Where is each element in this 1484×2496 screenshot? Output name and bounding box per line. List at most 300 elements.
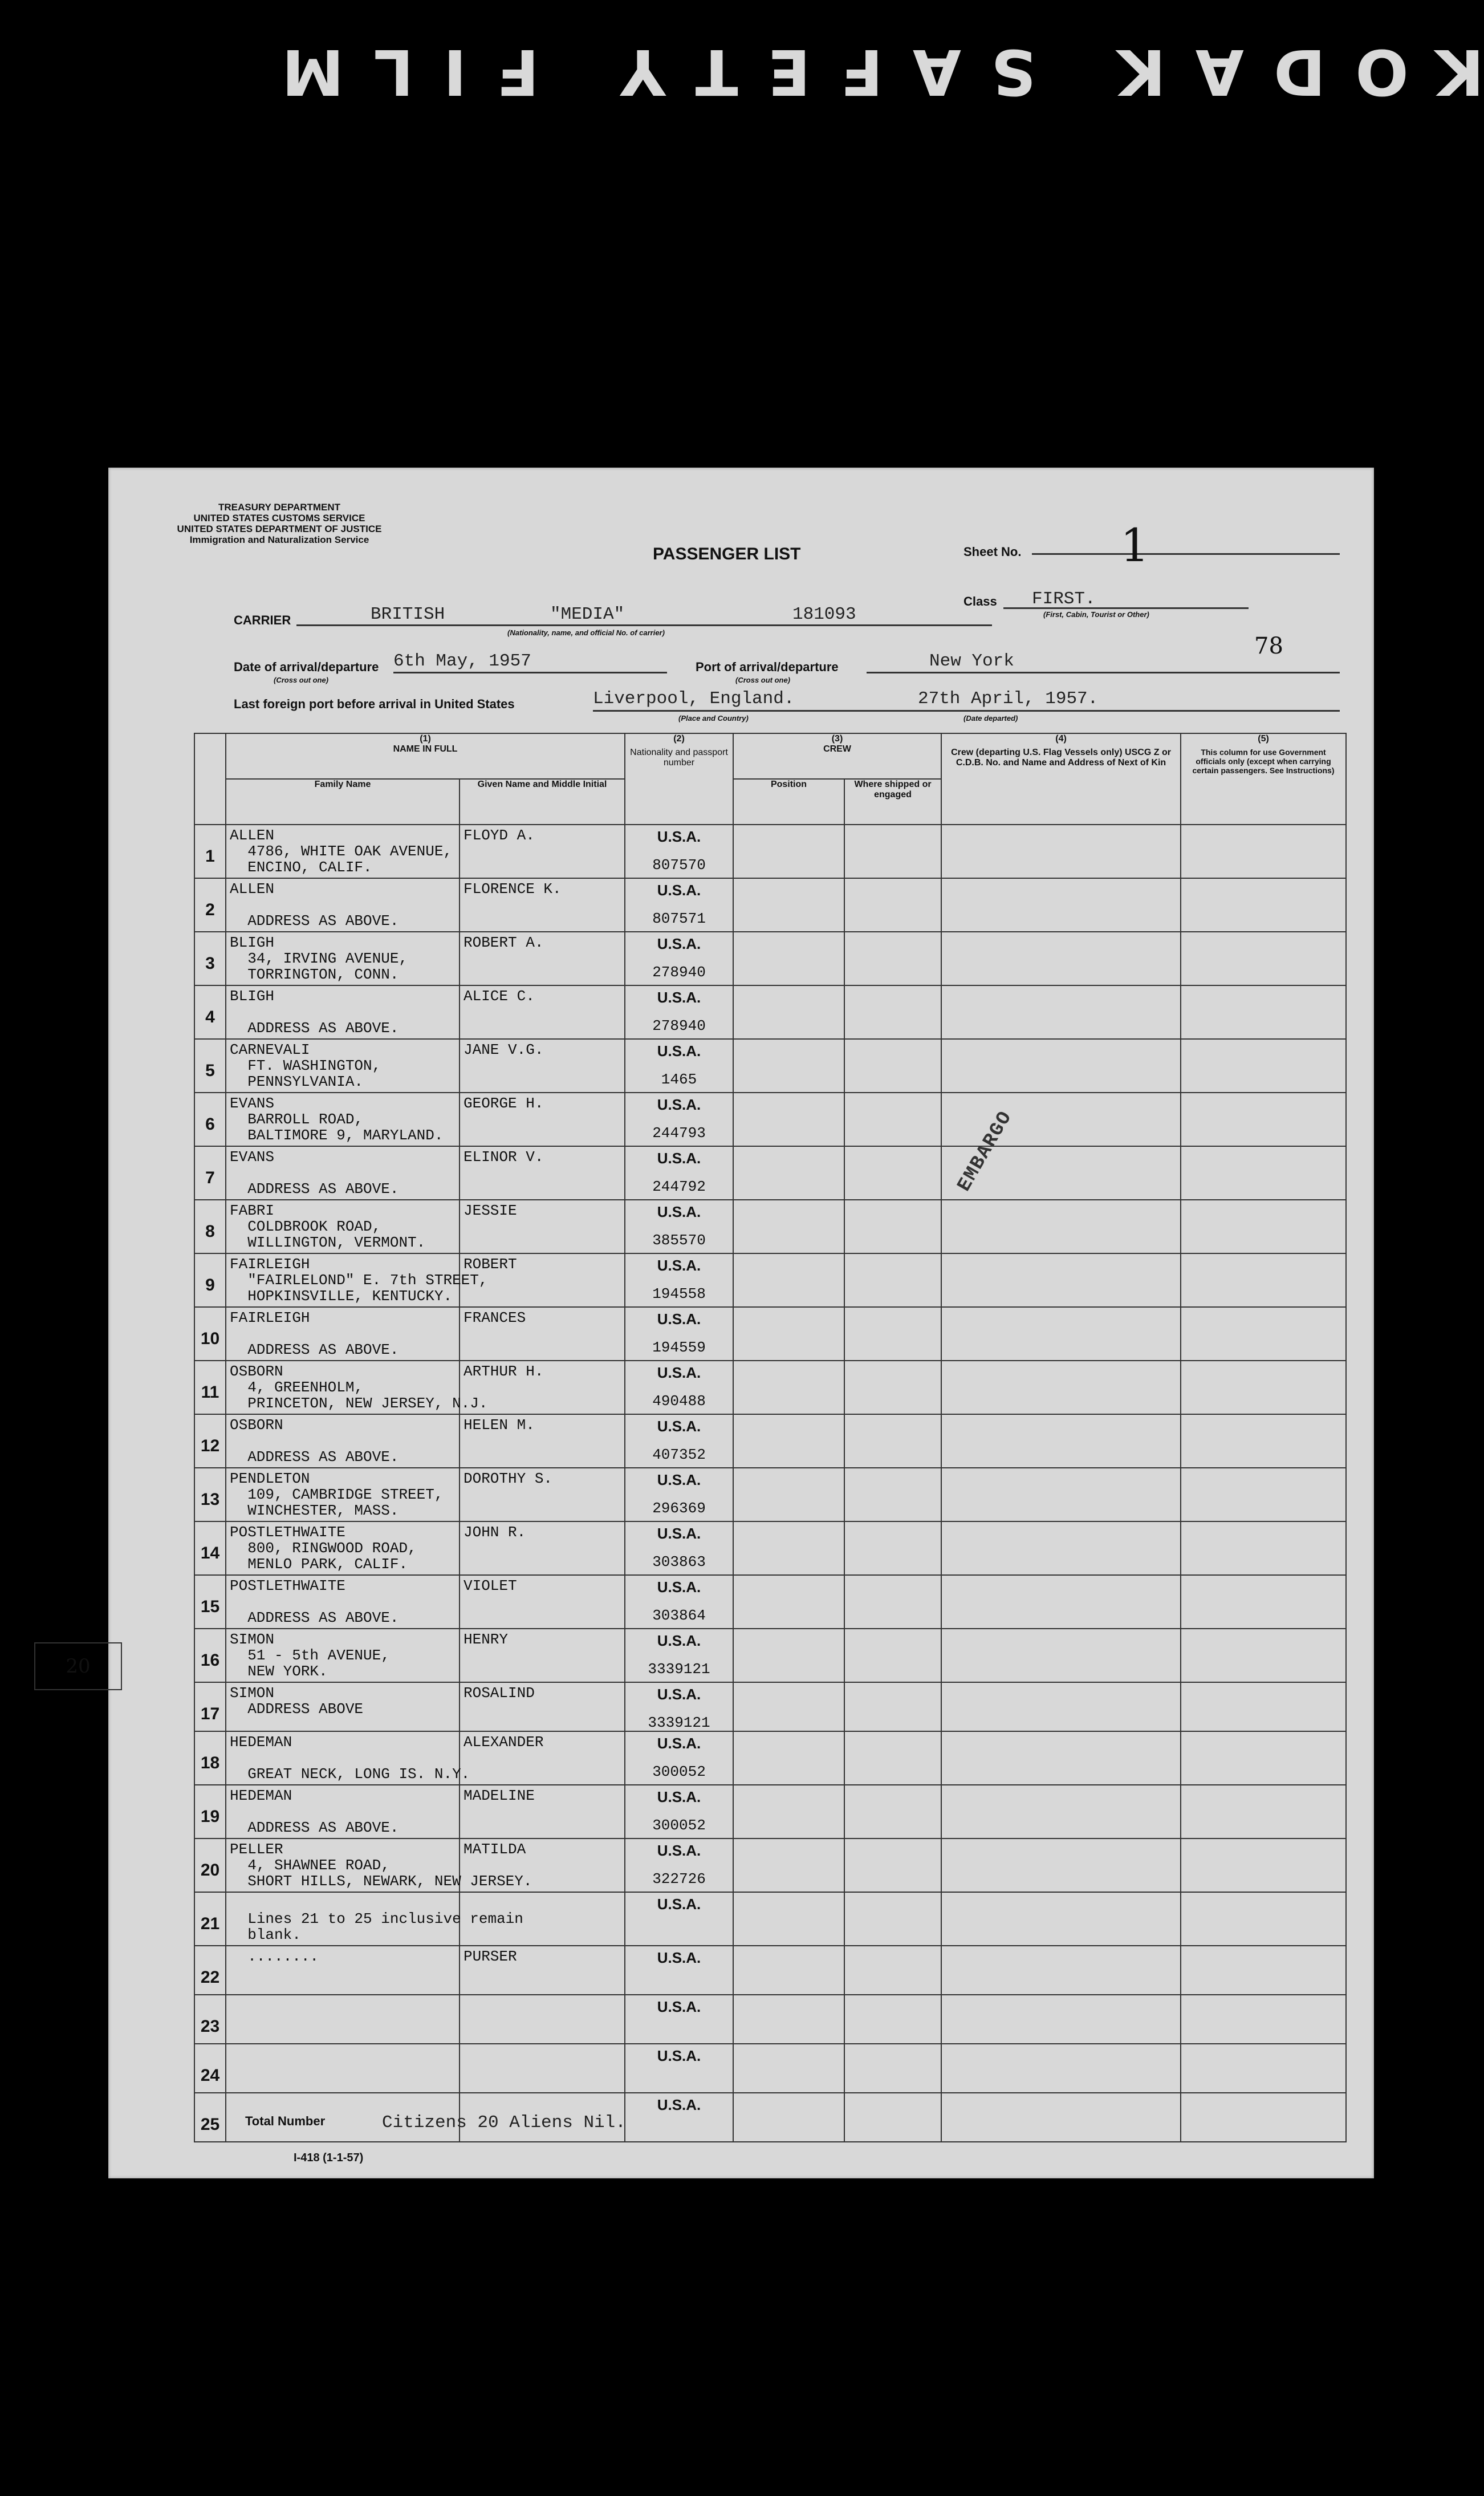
family-name-cell: FAIRLEIGH ADDRESS AS ABOVE. (226, 1307, 460, 1361)
table-row (194, 985, 1346, 1039)
row-number: 11 (194, 1361, 226, 1414)
shipped-cell (844, 1995, 941, 2044)
family-name-cell: FABRI COLDBROOK ROAD, WILLINGTON, VERMONT. (226, 1200, 460, 1253)
table-row (194, 825, 1346, 878)
table-row (194, 1731, 1346, 1785)
passport-number: 1465 (661, 1071, 697, 1088)
shipped-cell (844, 1361, 941, 1414)
next-of-kin-cell (941, 2044, 1181, 2093)
last-port-hint: (Place and Country) (678, 714, 749, 723)
nationality-value: U.S.A. (657, 1788, 701, 1805)
nationality-cell (625, 932, 733, 985)
carrier-name: "MEDIA" (550, 604, 625, 624)
table-row (194, 2093, 1346, 2142)
date-value: 6th May, 1957 (393, 651, 531, 671)
nationality-cell (625, 1892, 733, 1946)
family-name-cell: SIMON 51 - 5th AVENUE, NEW YORK. (226, 1629, 460, 1682)
shipped-cell (844, 825, 941, 878)
family-name-cell: EVANS ADDRESS AS ABOVE. (226, 1146, 460, 1200)
shipped-cell (844, 1838, 941, 1892)
officials-cell (1181, 1093, 1346, 1146)
next-of-kin-cell (941, 1995, 1181, 2044)
shipped-cell (844, 878, 941, 932)
margin-number: 78 (1254, 633, 1283, 659)
table-row (194, 1146, 1346, 1200)
position-cell (733, 1838, 844, 1892)
row-number: 1 (194, 825, 226, 878)
family-name-cell: ALLEN 4786, WHITE OAK AVENUE, ENCINO, CALIF. (226, 825, 460, 878)
agency-block (160, 502, 399, 545)
nationality-value: U.S.A. (657, 1471, 701, 1488)
passenger-list-sheet (108, 468, 1374, 2178)
nationality-cell (625, 1361, 733, 1414)
shipped-cell (844, 1200, 941, 1253)
nationality-value: U.S.A. (657, 1257, 701, 1274)
nationality-cell (625, 1629, 733, 1682)
table-row (194, 1946, 1346, 1995)
nationality-cell (625, 1785, 733, 1838)
officials-cell (1181, 1575, 1346, 1629)
passport-number: 300052 (652, 1817, 706, 1834)
officials-cell (1181, 1468, 1346, 1521)
given-name-cell: DOROTHY S. (460, 1468, 625, 1521)
nationality-value: U.S.A. (657, 828, 701, 845)
date-hint: (Cross out one) (274, 676, 329, 684)
passport-number: 244793 (652, 1125, 706, 1142)
given-name-cell: JANE V.G. (460, 1039, 625, 1093)
shipped-cell (844, 1468, 941, 1521)
crew-header: (3) CREW (733, 733, 941, 779)
shipped-cell (844, 1946, 941, 1995)
date-departed-value: 27th April, 1957. (918, 689, 1099, 709)
nationality-cell (625, 1146, 733, 1200)
officials-cell (1181, 1200, 1346, 1253)
next-of-kin-cell (941, 1253, 1181, 1307)
family-name-cell: SIMON ADDRESS ABOVE (226, 1682, 460, 1731)
carrier-label: CARRIER (234, 613, 291, 627)
passport-number: 807571 (652, 910, 706, 927)
nationality-cell (625, 825, 733, 878)
next-of-kin-cell (941, 1361, 1181, 1414)
table-row (194, 1093, 1346, 1146)
family-name-cell: OSBORN 4, GREENHOLM, PRINCETON, NEW JERSEY, N.J. (226, 1361, 460, 1414)
nationality-value: U.S.A. (657, 2096, 701, 2113)
given-name-cell: VIOLET (460, 1575, 625, 1629)
given-name-cell (460, 1995, 625, 2044)
given-name-cell: ELINOR V. (460, 1146, 625, 1200)
row-number: 4 (194, 985, 226, 1039)
next-of-kin-cell (941, 1200, 1181, 1253)
row-number: 9 (194, 1253, 226, 1307)
passport-number: 385570 (652, 1232, 706, 1249)
nationality-cell (625, 1468, 733, 1521)
given-name-cell: HELEN M. (460, 1414, 625, 1468)
shipped-cell (844, 1253, 941, 1307)
family-name-cell (226, 1995, 460, 2044)
next-of-kin-cell (941, 1039, 1181, 1093)
table-row (194, 878, 1346, 932)
nationality-value: U.S.A. (657, 989, 701, 1006)
shipped-cell (844, 1629, 941, 1682)
next-of-kin-cell (941, 1414, 1181, 1468)
position-cell (733, 2093, 844, 2142)
port-value: New York (929, 651, 1014, 671)
carrier-number: 181093 (792, 604, 856, 624)
officials-cell (1181, 1307, 1346, 1361)
officials-cell (1181, 985, 1346, 1039)
row-number: 2 (194, 878, 226, 932)
nationality-cell (625, 878, 733, 932)
nationality-cell (625, 1575, 733, 1629)
officials-cell (1181, 1731, 1346, 1785)
given-name-cell: ROBERT (460, 1253, 625, 1307)
next-of-kin-cell (941, 1468, 1181, 1521)
nationality-value: U.S.A. (657, 1418, 701, 1435)
shipped-cell (844, 1521, 941, 1575)
given-name-cell: FLORENCE K. (460, 878, 625, 932)
table-row (194, 1892, 1346, 1946)
officials-cell (1181, 1682, 1346, 1731)
shipped-cell (844, 1146, 941, 1200)
officials-cell (1181, 878, 1346, 932)
position-cell (733, 1146, 844, 1200)
next-of-kin-cell (941, 1682, 1181, 1731)
nationality-value: U.S.A. (657, 1525, 701, 1542)
next-of-kin-cell (941, 825, 1181, 878)
row-number: 15 (194, 1575, 226, 1629)
sheet-no-label: Sheet No. (963, 545, 1022, 559)
given-name-header: Given Name and Middle Initial (460, 779, 625, 825)
nationality-cell (625, 1838, 733, 1892)
passport-number: 322726 (652, 1870, 706, 1888)
table-row (194, 1995, 1346, 2044)
nationality-value: U.S.A. (657, 1896, 701, 1913)
passport-number: 244792 (652, 1178, 706, 1195)
carrier-nationality: BRITISH (371, 604, 445, 624)
next-of-kin-cell (941, 985, 1181, 1039)
family-name-cell: CARNEVALI FT. WASHINGTON, PENNSYLVANIA. (226, 1039, 460, 1093)
given-name-cell: FLOYD A. (460, 825, 625, 878)
officials-cell (1181, 932, 1346, 985)
table-row (194, 1575, 1346, 1629)
family-name-cell: BLIGH 34, IRVING AVENUE, TORRINGTON, CONN. (226, 932, 460, 985)
position-cell (733, 1995, 844, 2044)
row-number: 18 (194, 1731, 226, 1785)
passport-number: 194559 (652, 1339, 706, 1356)
position-header: Position (733, 779, 844, 825)
officials-cell (1181, 1361, 1346, 1414)
passport-number: 278940 (652, 964, 706, 981)
next-of-kin-cell (941, 1093, 1181, 1146)
passport-number: 296369 (652, 1500, 706, 1517)
sheet-no-value: 1 (1120, 519, 1149, 572)
passenger-rows (194, 825, 1346, 2142)
nationality-value: U.S.A. (657, 882, 701, 899)
family-name-cell: PELLER 4, SHAWNEE ROAD, SHORT HILLS, NEWARK, NEW JERSEY. (226, 1838, 460, 1892)
position-cell (733, 985, 844, 1039)
passport-number: 300052 (652, 1763, 706, 1780)
passport-number: 194558 (652, 1285, 706, 1302)
row-number: 7 (194, 1146, 226, 1200)
row-number: 21 (194, 1892, 226, 1946)
table-row (194, 1200, 1346, 1253)
row-number: 20 (194, 1838, 226, 1892)
carrier-hint: (Nationality, name, and official No. of carrier) (507, 628, 665, 637)
agency-line: Immigration and Naturalization Service (189, 534, 369, 545)
officials-cell (1181, 1995, 1346, 2044)
stamp-mark: EMBARGO (953, 1107, 1018, 1196)
nationality-value: U.S.A. (657, 1632, 701, 1649)
officials-cell (1181, 2044, 1346, 2093)
next-of-kin-cell (941, 1521, 1181, 1575)
row-number: 13 (194, 1468, 226, 1521)
position-cell (733, 1731, 844, 1785)
given-name-cell: ROBERT A. (460, 932, 625, 985)
nationality-value: U.S.A. (657, 1364, 701, 1381)
table-row (194, 1682, 1346, 1731)
officials-cell (1181, 1629, 1346, 1682)
given-name-cell: ALICE C. (460, 985, 625, 1039)
position-cell (733, 1200, 844, 1253)
officials-cell (1181, 1946, 1346, 1995)
table-row (194, 1307, 1346, 1361)
officials-cell (1181, 1521, 1346, 1575)
table-row (194, 1468, 1346, 1521)
shipped-cell (844, 1892, 941, 1946)
given-name-cell: MATILDA (460, 1838, 625, 1892)
row-number: 3 (194, 932, 226, 985)
family-name-cell: ALLEN ADDRESS AS ABOVE. (226, 878, 460, 932)
passport-number: 490488 (652, 1393, 706, 1410)
nationality-cell (625, 1307, 733, 1361)
nationality-value: U.S.A. (657, 1842, 701, 1859)
agency-line: UNITED STATES DEPARTMENT OF JUSTICE (177, 523, 382, 534)
position-cell (733, 1253, 844, 1307)
row-number: 25 (194, 2093, 226, 2142)
nationality-cell (625, 1731, 733, 1785)
passport-number: 3339121 (648, 1714, 710, 1731)
shipped-cell (844, 1731, 941, 1785)
agency-line: UNITED STATES CUSTOMS SERVICE (193, 513, 365, 523)
position-cell (733, 1575, 844, 1629)
row-number: 5 (194, 1039, 226, 1093)
family-name-cell: HEDEMAN ADDRESS AS ABOVE. (226, 1785, 460, 1838)
table-row (194, 932, 1346, 985)
given-name-cell: ROSALIND (460, 1682, 625, 1731)
nationality-value: U.S.A. (657, 1949, 701, 1966)
nationality-value: U.S.A. (657, 2047, 701, 2064)
row-number-header (194, 733, 226, 825)
nationality-value: U.S.A. (657, 1042, 701, 1060)
position-cell (733, 932, 844, 985)
nationality-cell (625, 2044, 733, 2093)
next-of-kin-cell (941, 1785, 1181, 1838)
date-label: Date of arrival/departure (234, 660, 379, 674)
family-name-cell: POSTLETHWAITE ADDRESS AS ABOVE. (226, 1575, 460, 1629)
table-row (194, 1414, 1346, 1468)
given-name-cell: FRANCES (460, 1307, 625, 1361)
given-name-cell: JOHN R. (460, 1521, 625, 1575)
shipped-cell (844, 1785, 941, 1838)
row-number: 24 (194, 2044, 226, 2093)
table-row (194, 1521, 1346, 1575)
agency-line: TREASURY DEPARTMENT (218, 502, 341, 513)
nationality-value: U.S.A. (657, 1578, 701, 1596)
position-cell (733, 1521, 844, 1575)
given-name-cell: GEORGE H. (460, 1093, 625, 1146)
position-cell (733, 1414, 844, 1468)
position-cell (733, 1785, 844, 1838)
row-number: 22 (194, 1946, 226, 1995)
total-value: Citizens 20 Aliens Nil. (382, 2113, 626, 2133)
given-name-cell: PURSER (460, 1946, 625, 1995)
nationality-value: U.S.A. (657, 1310, 701, 1328)
position-cell (733, 1946, 844, 1995)
position-cell (733, 825, 844, 878)
shipped-cell (844, 1039, 941, 1093)
table-row (194, 1361, 1346, 1414)
given-name-cell: MADELINE (460, 1785, 625, 1838)
position-cell (733, 1629, 844, 1682)
next-of-kin-cell (941, 1946, 1181, 1995)
row-number: 16 (194, 1629, 226, 1682)
shipped-cell (844, 2093, 941, 2142)
nationality-value: U.S.A. (657, 1203, 701, 1220)
position-cell (733, 1361, 844, 1414)
family-name-cell: ........ (226, 1946, 460, 1995)
passport-number: 807570 (652, 857, 706, 874)
family-name-cell: POSTLETHWAITE 800, RINGWOOD ROAD, MENLO PARK, CALIF. (226, 1521, 460, 1575)
next-of-kin-cell (941, 1731, 1181, 1785)
family-name-cell: FAIRLEIGH "FAIRLELOND" E. 7th STREET, HOPKINSVILLE, KENTUCKY. (226, 1253, 460, 1307)
given-name-cell: HENRY (460, 1629, 625, 1682)
date-departed-hint: (Date departed) (963, 714, 1018, 723)
next-of-kin-cell (941, 1892, 1181, 1946)
row-number: 14 (194, 1521, 226, 1575)
table-row (194, 1838, 1346, 1892)
row-number: 19 (194, 1785, 226, 1838)
nationality-value: U.S.A. (657, 1998, 701, 2015)
family-name-cell (226, 2044, 460, 2093)
class-value: FIRST. (1032, 589, 1096, 609)
total-label: Total Number (245, 2114, 326, 2128)
officials-cell (1181, 825, 1346, 878)
port-hint: (Cross out one) (735, 676, 791, 684)
class-hint: (First, Cabin, Tourist or Other) (1043, 610, 1149, 619)
nationality-cell (625, 1093, 733, 1146)
passport-number: 278940 (652, 1017, 706, 1034)
passport-number: 303864 (652, 1607, 706, 1624)
last-port-value: Liverpool, England. (593, 689, 795, 709)
nationality-cell (625, 1200, 733, 1253)
position-cell (733, 1682, 844, 1731)
table-row (194, 1253, 1346, 1307)
officials-cell (1181, 1146, 1346, 1200)
nationality-value: U.S.A. (657, 1096, 701, 1113)
nationality-cell (625, 1682, 733, 1731)
nationality-cell (625, 1414, 733, 1468)
officials-cell (1181, 1039, 1346, 1093)
shipped-cell (844, 1307, 941, 1361)
given-name-cell: ALEXANDER (460, 1731, 625, 1785)
passport-number: 303863 (652, 1553, 706, 1570)
next-of-kin-cell (941, 1838, 1181, 1892)
officials-cell (1181, 1414, 1346, 1468)
nationality-cell (625, 1039, 733, 1093)
table-row (194, 1785, 1346, 1838)
table-row (194, 2044, 1346, 2093)
next-of-kin-header: (4) Crew (departing U.S. Flag Vessels only) USCG Z or C.D.B. No. and Name and Address of Next of Kin (941, 733, 1181, 825)
given-name-cell (460, 2044, 625, 2093)
officials-cell (1181, 1892, 1346, 1946)
shipped-cell (844, 2044, 941, 2093)
officials-cell (1181, 1253, 1346, 1307)
family-name-cell: HEDEMAN GREAT NECK, LONG IS. N.Y. (226, 1731, 460, 1785)
class-label: Class (963, 594, 997, 608)
next-of-kin-cell (941, 1307, 1181, 1361)
shipped-cell (844, 1682, 941, 1731)
nationality-value: U.S.A. (657, 935, 701, 952)
nationality-cell (625, 1946, 733, 1995)
row-number: 23 (194, 1995, 226, 2044)
family-name-cell: PENDLETON 109, CAMBRIDGE STREET, WINCHESTER, MASS. (226, 1468, 460, 1521)
nationality-value: U.S.A. (657, 1686, 701, 1703)
row-number: 12 (194, 1414, 226, 1468)
film-edge-marking: KODAK SAFETY FILM (251, 35, 1484, 108)
port-label: Port of arrival/departure (696, 660, 839, 674)
given-name-cell: ARTHUR H. (460, 1361, 625, 1414)
nationality-value: U.S.A. (657, 1150, 701, 1167)
shipped-cell (844, 932, 941, 985)
row-number: 8 (194, 1200, 226, 1253)
page-title: PASSENGER LIST (653, 545, 801, 563)
position-cell (733, 1468, 844, 1521)
officials-header: (5) This column for use Government officials only (except when carrying certain passengers. See Instructions) (1181, 733, 1346, 825)
shipped-header: Where shipped or engaged (844, 779, 941, 825)
form-number: I-418 (1-1-57) (294, 2152, 364, 2164)
nationality-cell (625, 1253, 733, 1307)
officials-cell (1181, 1838, 1346, 1892)
next-of-kin-cell (941, 1575, 1181, 1629)
row-number: 6 (194, 1093, 226, 1146)
nationality-header: (2) Nationality and passport number (625, 733, 733, 825)
position-cell (733, 1307, 844, 1361)
given-name-cell: JESSIE (460, 1200, 625, 1253)
passport-number: 407352 (652, 1446, 706, 1463)
officials-cell (1181, 2093, 1346, 2142)
nationality-cell (625, 1521, 733, 1575)
row-number: 10 (194, 1307, 226, 1361)
table-row (194, 1629, 1346, 1682)
row-number: 17 (194, 1682, 226, 1731)
shipped-cell (844, 1414, 941, 1468)
position-cell (733, 878, 844, 932)
position-cell (733, 2044, 844, 2093)
nationality-cell (625, 985, 733, 1039)
next-of-kin-cell (941, 2093, 1181, 2142)
shipped-cell (844, 1093, 941, 1146)
family-name-cell: OSBORN ADDRESS AS ABOVE. (226, 1414, 460, 1468)
position-cell (733, 1093, 844, 1146)
passport-number: 3339121 (648, 1661, 710, 1678)
family-name-cell: Lines 21 to 25 inclusive remain blank. (226, 1892, 460, 1946)
officials-cell (1181, 1785, 1346, 1838)
next-of-kin-cell (941, 932, 1181, 985)
nationality-cell (625, 1995, 733, 2044)
last-port-label: Last foreign port before arrival in United States (234, 697, 515, 711)
total-count-box: 20 (34, 1642, 122, 1690)
table-row (194, 1039, 1346, 1093)
